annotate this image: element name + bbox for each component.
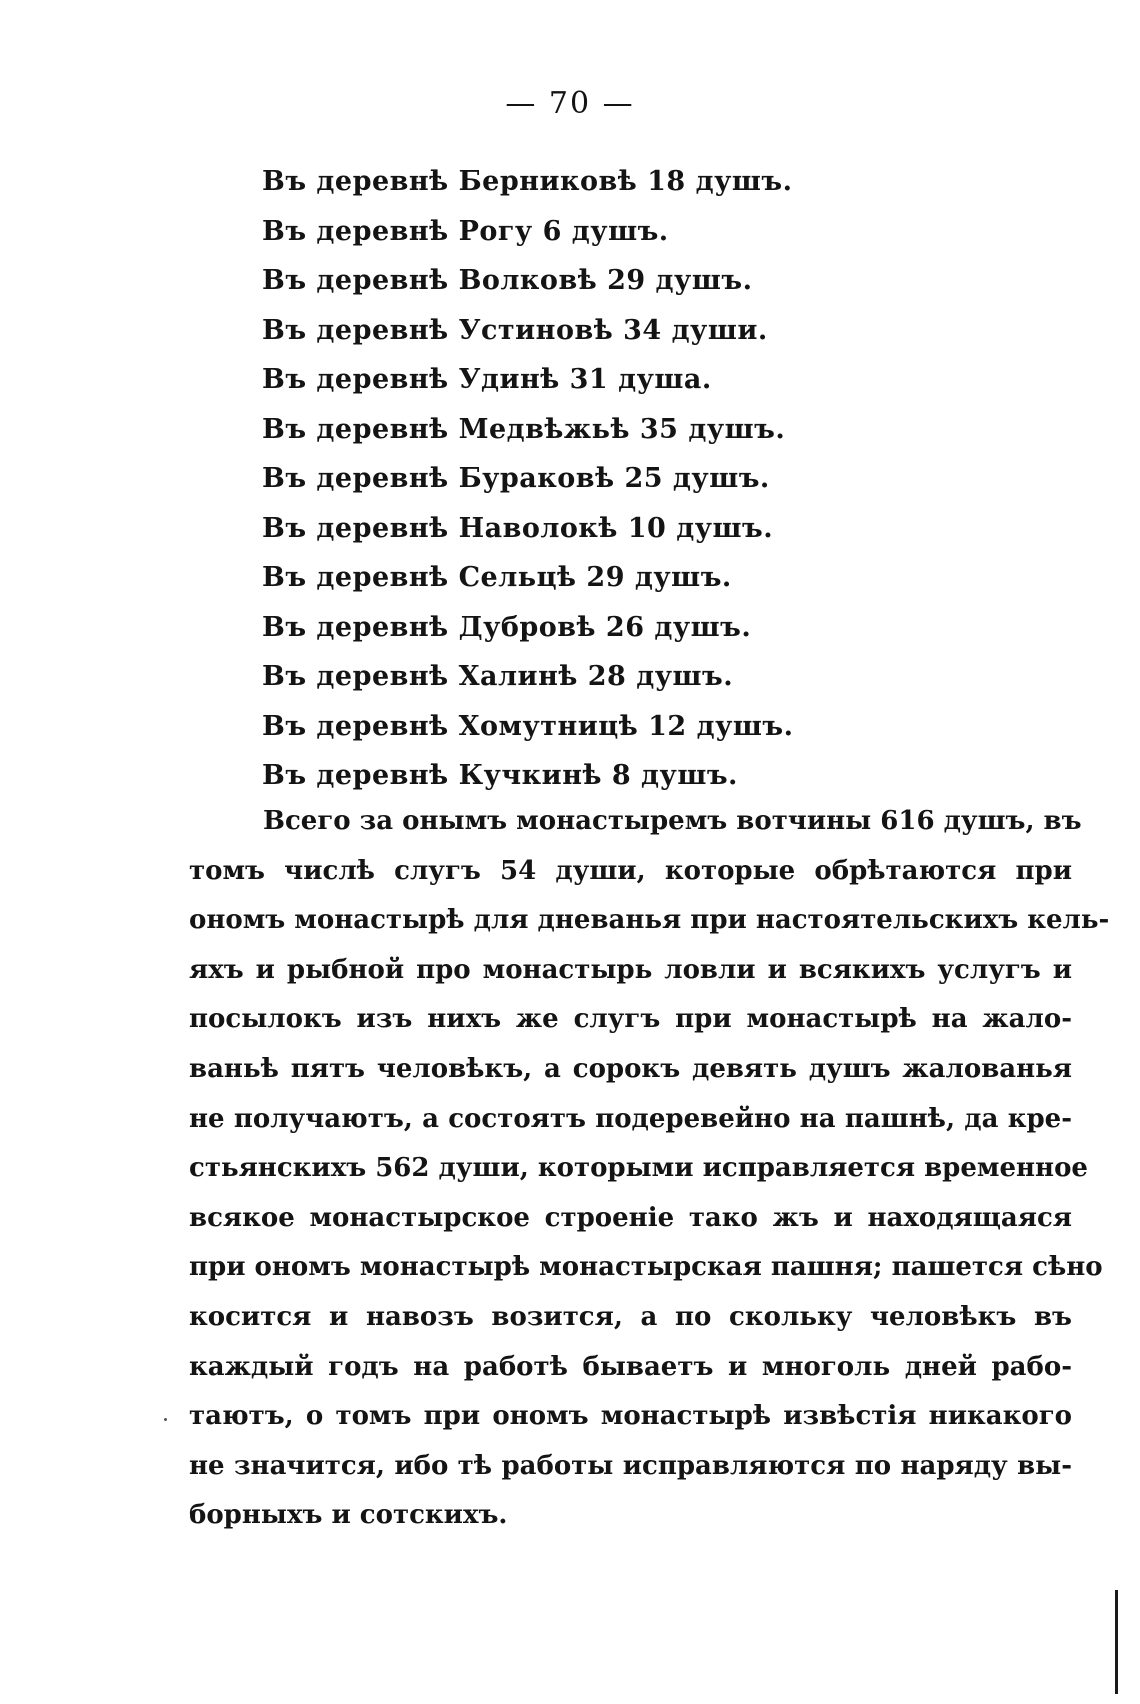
paragraph-line: таютъ, о томъ при ономъ монастырѣ извѣстія никакого: [189, 1401, 1072, 1432]
page-edge-mark: [1115, 1590, 1118, 1694]
paragraph-line: не получаютъ, а состоятъ подеревейно на пашнѣ, да кре-: [189, 1103, 1072, 1134]
paragraph-line: не значится, ибо тѣ работы исправляются по наряду вы-: [189, 1450, 1072, 1481]
paragraph-line: каждый годъ на работѣ бываетъ и многоль дней рабо-: [189, 1351, 1072, 1382]
print-speck: [164, 1418, 167, 1421]
page-number: — 70 —: [505, 86, 635, 121]
village-entry: Въ деревнѣ Рогу 6 душъ.: [262, 215, 669, 247]
village-entry: Въ деревнѣ Дубровѣ 26 душъ.: [262, 611, 752, 643]
village-entry: Въ деревнѣ Наволокѣ 10 душъ.: [262, 512, 774, 544]
village-entry: Въ деревнѣ Кучкинѣ 8 душъ.: [262, 760, 738, 791]
village-entry: Въ деревнѣ Устиновѣ 34 души.: [262, 314, 768, 346]
paragraph-line: яхъ и рыбной про монастырь ловли и всякихъ услугъ и: [189, 954, 1072, 985]
village-entry: Въ деревнѣ Берниковѣ 18 душъ.: [262, 166, 793, 197]
village-list: [262, 157, 902, 801]
paragraph-line: борныхъ и сотскихъ.: [189, 1500, 508, 1531]
village-entry: Въ деревнѣ Хомутницѣ 12 душъ.: [262, 710, 794, 742]
village-entry: Въ деревнѣ Удинѣ 31 душа.: [262, 364, 712, 395]
village-entry: Въ деревнѣ Волковѣ 29 душъ.: [262, 265, 753, 296]
paragraph-line: посылокъ изъ нихъ же слугъ при монастырѣ на жало-: [189, 1004, 1072, 1035]
paragraph-line: всякое монастырское строеніе тако жъ и находящаяся: [189, 1202, 1072, 1233]
paragraph-line: ваньѣ пятъ человѣкъ, а сорокъ девять душъ жалованья: [189, 1053, 1072, 1084]
paragraph-line: ономъ монастырѣ для дневанья при настоятельскихъ кель-: [189, 905, 1110, 936]
village-entry: Въ деревнѣ Бураковѣ 25 душъ.: [262, 463, 770, 494]
village-entry: Въ деревнѣ Медвѣжьѣ 35 душъ.: [262, 413, 786, 445]
summary-paragraph: [189, 797, 1110, 1541]
paragraph-line: косится и навозъ возится, а по скольку человѣкъ въ: [189, 1301, 1072, 1332]
village-entry: Въ деревнѣ Халинѣ 28 душъ.: [262, 661, 734, 692]
village-entry: Въ деревнѣ Сельцѣ 29 душъ.: [262, 562, 732, 593]
paragraph-line: стьянскихъ 562 души, которыми исправляется временное: [189, 1153, 1088, 1184]
paragraph-line: при ономъ монастырѣ монастырская пашня; пашется сѣно: [189, 1252, 1103, 1283]
paragraph-line: Всего за онымъ монастыремъ вотчины 616 душъ, въ: [263, 806, 1082, 836]
paragraph-line: томъ числѣ слугъ 54 души, которые обрѣтаются при: [189, 855, 1072, 886]
